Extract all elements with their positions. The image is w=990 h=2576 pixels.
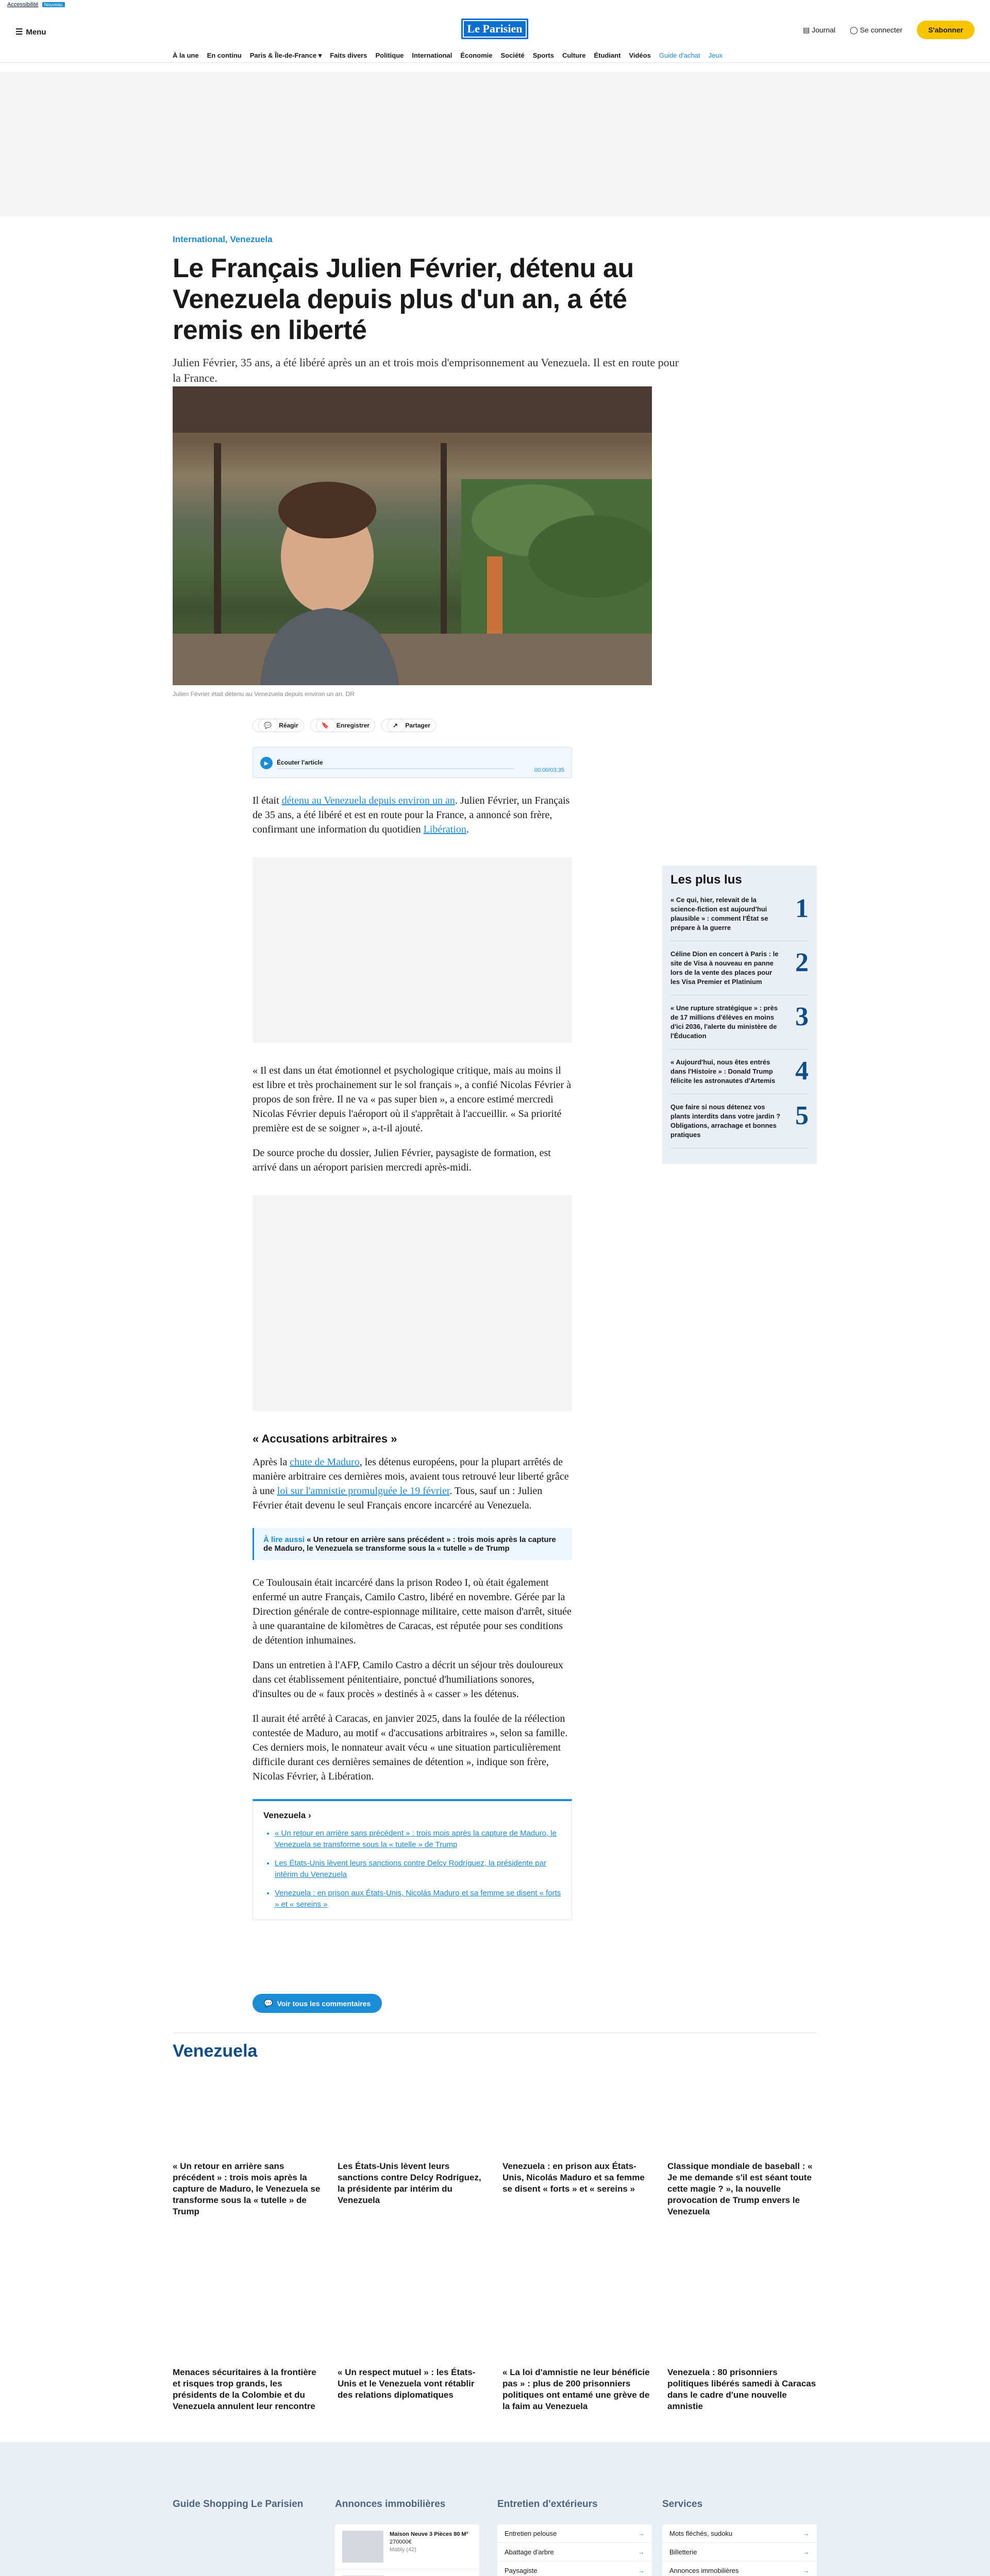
garden-service-link-label: Entretien pelouse — [505, 2530, 557, 2537]
article-body — [253, 793, 572, 1920]
service-link[interactable] — [662, 2562, 817, 2576]
most-read-item[interactable] — [670, 1094, 809, 1148]
garden-service-link[interactable] — [497, 2562, 652, 2576]
newspaper-icon: ▤ — [802, 25, 812, 34]
property-info — [390, 2531, 468, 2563]
most-read-text: « Ce qui, hier, relevait de la science-fiction est aujourd'hui plausible » : comment l'État se prépare à la guerre — [670, 896, 768, 931]
card-image — [502, 2071, 652, 2154]
most-read-rank: 1 — [795, 894, 809, 923]
menu-label: Menu — [26, 27, 46, 37]
react-label: Réagir — [279, 722, 298, 729]
rubric-card[interactable] — [338, 2071, 487, 2206]
card-title: Venezuela : 80 prisonniers politiques libérés samedi à Caracas dans le cadre d'une nouvelle amnistie — [667, 2367, 816, 2411]
site-logo[interactable]: Le Parisien — [461, 19, 528, 39]
nav-item[interactable]: International — [412, 52, 452, 59]
audio-player[interactable] — [253, 747, 572, 778]
card-title: Menaces sécuritaires à la frontière et risques trop grands, les présidents de la Colombie et du Venezuela annulent leur rencontre — [173, 2367, 316, 2411]
nav-item[interactable]: Politique — [375, 52, 404, 59]
top-ad-slot — [0, 72, 990, 216]
most-read-item[interactable] — [670, 941, 809, 995]
comments-button[interactable] — [253, 1994, 382, 2013]
read-also-box[interactable] — [253, 1528, 572, 1560]
property-price: 270000€ — [390, 2539, 412, 2545]
nav-item[interactable]: Culture — [562, 52, 586, 59]
comments-area — [253, 1994, 382, 2013]
related-box — [253, 1799, 572, 1920]
article-lead: Julien Février, 35 ans, a été libéré après un an et trois mois d'emprisonnement au Venezuela. Il est en route pour la France. — [173, 356, 679, 384]
nav-item[interactable]: Vidéos — [629, 52, 651, 59]
article-title: Le Français Julien Février, détenu au Venezuela depuis plus d'un an, a été remis en liberté — [173, 253, 634, 345]
card-image — [667, 2277, 817, 2360]
property-thumbnail — [342, 2531, 383, 2563]
garden-service-link-label: Abattage d'arbre — [505, 2548, 554, 2556]
p4-link-amnesty[interactable]: loi sur l'amnistie promulguée le 19 février — [277, 1485, 450, 1497]
hamburger-icon: ☰ — [15, 28, 23, 37]
arrow-right-icon: → — [803, 2567, 810, 2574]
related-link[interactable]: • Les États-Unis lèvent leurs sanctions contre Delcy Rodríguez, la présidente par intérim du Venezuela — [275, 1858, 561, 1880]
rubric-title[interactable]: Venezuela — [173, 2041, 258, 2061]
comments-label: Voir tous les commentaires — [277, 1999, 371, 2008]
rubric-card[interactable] — [338, 2277, 487, 2401]
rubric-card[interactable] — [502, 2071, 652, 2195]
nav-item[interactable]: Étudiant — [594, 52, 621, 59]
card-title: Les États-Unis lèvent leurs sanctions contre Delcy Rodríguez, la présidente par intérim du Venezuela — [338, 2161, 481, 2205]
service-link-label: Mots fléchés, sudoku — [669, 2530, 733, 2537]
new-badge: Nouveau — [42, 2, 65, 7]
card-image — [667, 2071, 817, 2154]
property-location: Mably (42) — [390, 2547, 416, 2553]
service-link[interactable] — [662, 2543, 817, 2562]
card-title: « La loi d'amnistie ne leur bénéficie pas » : plus de 200 prisonniers politiques ont entamé une grève de la faim au Venezuela — [502, 2367, 650, 2411]
rubric-card[interactable] — [502, 2277, 652, 2412]
most-read-rank: 5 — [795, 1101, 809, 1130]
p4-text-c: . Tous, sauf un : Julien Février était devenu le seul Français encore incarcéré au Venezuela. — [253, 1485, 543, 1511]
comment-icon: 💬 — [258, 719, 279, 732]
nav-item[interactable]: Économie — [460, 52, 493, 59]
immo-box — [335, 2524, 479, 2576]
paragraph-6: Dans un entretien à l'AFP, Camilo Castro a décrit un séjour très douloureux dans cet établissement pénitentiaire, ponctué d'humiliations sonores, d'insultes ou de « faux procès » destinés à « casser » les détenus. — [253, 1659, 563, 1700]
article-photo — [173, 386, 652, 685]
rubric-card[interactable] — [173, 2071, 322, 2217]
most-read-rank: 2 — [795, 948, 809, 977]
react-button[interactable] — [253, 719, 304, 732]
read-also-link[interactable]: « Un retour en arrière sans précédent » : trois mois après la capture de Maduro, le Venezuela se transforme sous la « tutelle » de Trump — [263, 1535, 556, 1553]
arrow-right-icon: → — [803, 2548, 810, 2556]
most-read-item[interactable] — [670, 1049, 809, 1094]
most-read-title: Les plus lus — [670, 873, 742, 887]
rubric-card[interactable] — [667, 2071, 817, 2217]
services-block — [0, 2442, 990, 2576]
card-image — [338, 2277, 487, 2360]
nav-alt-item[interactable]: Guide d'achat — [659, 52, 700, 59]
p1-link-liberation[interactable]: Libération — [423, 824, 466, 835]
journal-label: Journal — [812, 25, 836, 34]
service-link-label: Annonces immobilières — [669, 2567, 739, 2574]
garden-service-link[interactable] — [497, 2543, 652, 2562]
p1-link-detention[interactable]: détenu au Venezuela depuis environ un an — [281, 795, 455, 806]
subscribe-button[interactable]: S'abonner — [917, 21, 975, 39]
audio-progress[interactable] — [277, 768, 514, 769]
most-read-rank: 3 — [795, 1002, 809, 1031]
section-heading: « Accusations arbitraires » — [253, 1432, 397, 1445]
arrow-right-icon: → — [638, 2567, 645, 2574]
property-listing[interactable] — [335, 2524, 479, 2569]
chevron-right-icon: › — [308, 1810, 311, 1820]
paragraph-5: Ce Toulousain était incarcéré dans la prison Rodeo I, où était également enfermé un autre Français, Camilo Castro, libéré en novembre. Gérée par la Direction générale de contre-espionnage militaire, cette maison d'arrêt, située à une quarantaine de kilomètres de Caracas, est réputée pour ses conditions de détention inhumaines. — [253, 1577, 572, 1646]
garden-service-link-label: Paysagiste — [505, 2567, 538, 2574]
paragraph-1 — [253, 793, 572, 837]
related-title[interactable] — [263, 1810, 561, 1821]
photo-caption: Julien Février était détenu au Venezuela depuis environ un an. DR — [173, 690, 355, 698]
most-read-text: « Aujourd'hui, nous êtes entrés dans l'Histoire » : Donald Trump félicite les astronautes d'Artemis — [670, 1058, 776, 1084]
most-read-text: Que faire si nous détenez vos plants interdits dans votre jardin ? Obligations, arrachage et bonnes pratiques — [670, 1103, 781, 1139]
comment-bubble-icon: 💬 — [264, 1999, 273, 2007]
card-image — [173, 2277, 322, 2360]
accessibility-bar — [0, 0, 990, 11]
rubric-card[interactable] — [667, 2277, 817, 2412]
card-image — [173, 2071, 322, 2154]
save-button[interactable] — [310, 719, 375, 732]
paragraph-3: De source proche du dossier, Julien Février, paysagiste de formation, est arrivé dans un aéroport parisien mercredi après-midi. — [253, 1147, 551, 1173]
connect-link[interactable] — [850, 26, 902, 35]
paragraph-7: Il aurait été arrêté à Caracas, en janvier 2025, dans la foulée de la réélection contestée de Maduro, au motif « d'accusations arbitraires », selon sa famille. Ces derniers mois, le nonnateur avait vécu « une situation particulièrement difficile durant ces dernières semaines de détention », indique son frère, Nicolas Février, à Libération. — [253, 1713, 568, 1782]
connect-label: Se connecter — [860, 25, 903, 34]
share-button[interactable] — [381, 719, 436, 732]
card-title: « Un retour en arrière sans précédent » : trois mois après la capture de Maduro, le Venezuela se transforme sous la « tutelle » de Trump — [173, 2161, 321, 2216]
arrow-right-icon: → — [638, 2530, 645, 2537]
paragraph-4 — [253, 1455, 572, 1513]
read-also-label: À lire aussi — [263, 1535, 305, 1544]
photo-illustration — [173, 386, 652, 685]
share-label: Partager — [405, 722, 431, 729]
ent-box — [497, 2524, 652, 2576]
arrow-right-icon: → — [803, 2530, 810, 2537]
svc-box — [662, 2524, 817, 2576]
inline-ad-1 — [253, 857, 572, 1043]
card-title: Classique mondiale de baseball : « Je me demande s'il est séant toute cette magie ? », la nouvelle provocation de Trump envers le Venezuela — [667, 2161, 813, 2216]
most-read-item[interactable] — [670, 887, 809, 941]
audio-time: 00:00/03:35 — [534, 767, 564, 773]
garden-service-link[interactable] — [497, 2524, 652, 2543]
article-kicker[interactable]: International, Venezuela — [173, 234, 273, 244]
nav-item[interactable]: Sports — [532, 52, 554, 59]
p4-text-a: Après la — [253, 1456, 290, 1468]
p4-text-b: , les détenus européens, pour la plupart arrêtés de manière arbitraire ces dernières mois, avaient tous retrouvé leur liberté grâce à une — [253, 1456, 569, 1497]
p4-link-maduro[interactable]: chute de Maduro — [290, 1456, 360, 1468]
card-title: « Un respect mutuel » : les États-Unis et le Venezuela vont rétablir des relations diplomatiques — [338, 2367, 476, 2400]
accessibility-link[interactable]: Accessibilité — [7, 2, 39, 8]
service-link[interactable] — [662, 2524, 817, 2543]
audio-label: Écouter l'article — [277, 759, 323, 766]
related-link[interactable]: • Venezuela : en prison aux États-Unis, Nicolás Maduro et sa femme se disent « forts » et « sereins » — [275, 1888, 561, 1910]
user-icon: ◯ — [850, 25, 860, 34]
nav-item[interactable]: Faits divers — [330, 52, 367, 59]
site-header — [0, 11, 990, 63]
main-nav — [173, 52, 723, 60]
service-link-label: Billetterie — [669, 2548, 697, 2556]
most-read-text: « Une rupture stratégique » : près de 17 millions d'élèves en moins d'ici 2036, l'alerte du ministère de l'Éducation — [670, 1004, 778, 1040]
card-image — [502, 2277, 652, 2360]
immo-title[interactable]: Annonces immobilières — [335, 2499, 446, 2510]
ent-title[interactable]: Entretien d'extérieurs — [497, 2499, 598, 2510]
p1-text-a: Il était — [253, 795, 282, 806]
card-title: Venezuela : en prison aux États-Unis, Nicolás Maduro et sa femme se disent « forts » et « sereins » — [502, 2161, 645, 2194]
most-read-rank: 4 — [795, 1056, 809, 1086]
nav-item[interactable]: Société — [500, 52, 525, 59]
paragraph-2: « Il est dans un état émotionnel et psychologique critique, mais au moins il est libre et très prochainement sur le sol français », a confié Nicolas Février à propos de son frère. Il ne va « pas super bien », a encore estimé mercredi Nicolas Février depuis l'aéroport où il s'apprêtait à l'accueillir. « Sa priorité première est de se soigner », a-t-il ajouté. — [253, 1065, 572, 1134]
rubric-section — [173, 2032, 817, 2061]
most-read-item[interactable] — [670, 995, 809, 1049]
property-title: Maison Neuve 3 Pièces 80 M² — [390, 2531, 468, 2537]
p1-text-c: . — [466, 824, 469, 835]
menu-button[interactable] — [15, 27, 46, 37]
nav-alt-item[interactable]: Jeux — [708, 52, 723, 59]
property-listing[interactable] — [335, 2569, 479, 2576]
share-icon: ↗ — [387, 719, 405, 732]
guide-title[interactable]: Guide Shopping Le Parisien — [173, 2499, 304, 2510]
nav-item[interactable]: À la une — [173, 52, 199, 59]
journal-link[interactable] — [803, 26, 835, 35]
related-link[interactable]: • « Un retour en arrière sans précédent » : trois mois après la capture de Maduro, le Venezuela se transforme sous la « tutelle » de Trump — [275, 1828, 561, 1851]
nav-item[interactable]: Paris & Île-de-France ▾ — [249, 52, 322, 59]
nav-item[interactable]: En continu — [207, 52, 242, 59]
p1-text-b: . Julien Février, un Français de 35 ans, a été libéré et est en route pour la France, a annoncé son frère, confirmant une information du quotidien — [253, 795, 570, 835]
arrow-right-icon: → — [638, 2548, 645, 2556]
most-read-text: Céline Dion en concert à Paris : le site de Visa à nouveau en panne lors de la vente des places pour les Visa Premier et Platinium — [670, 950, 779, 986]
related-title-text: Venezuela — [263, 1810, 306, 1820]
most-read-widget — [662, 866, 817, 1164]
bookmark-icon: 🔖 — [316, 719, 337, 732]
share-bar — [253, 719, 436, 732]
play-icon[interactable]: ▶ — [260, 757, 273, 769]
card-image — [338, 2071, 487, 2154]
rubric-card[interactable] — [173, 2277, 322, 2412]
inline-ad-2 — [253, 1195, 572, 1412]
svc-title[interactable]: Services — [662, 2499, 703, 2510]
save-label: Enregistrer — [336, 722, 370, 729]
